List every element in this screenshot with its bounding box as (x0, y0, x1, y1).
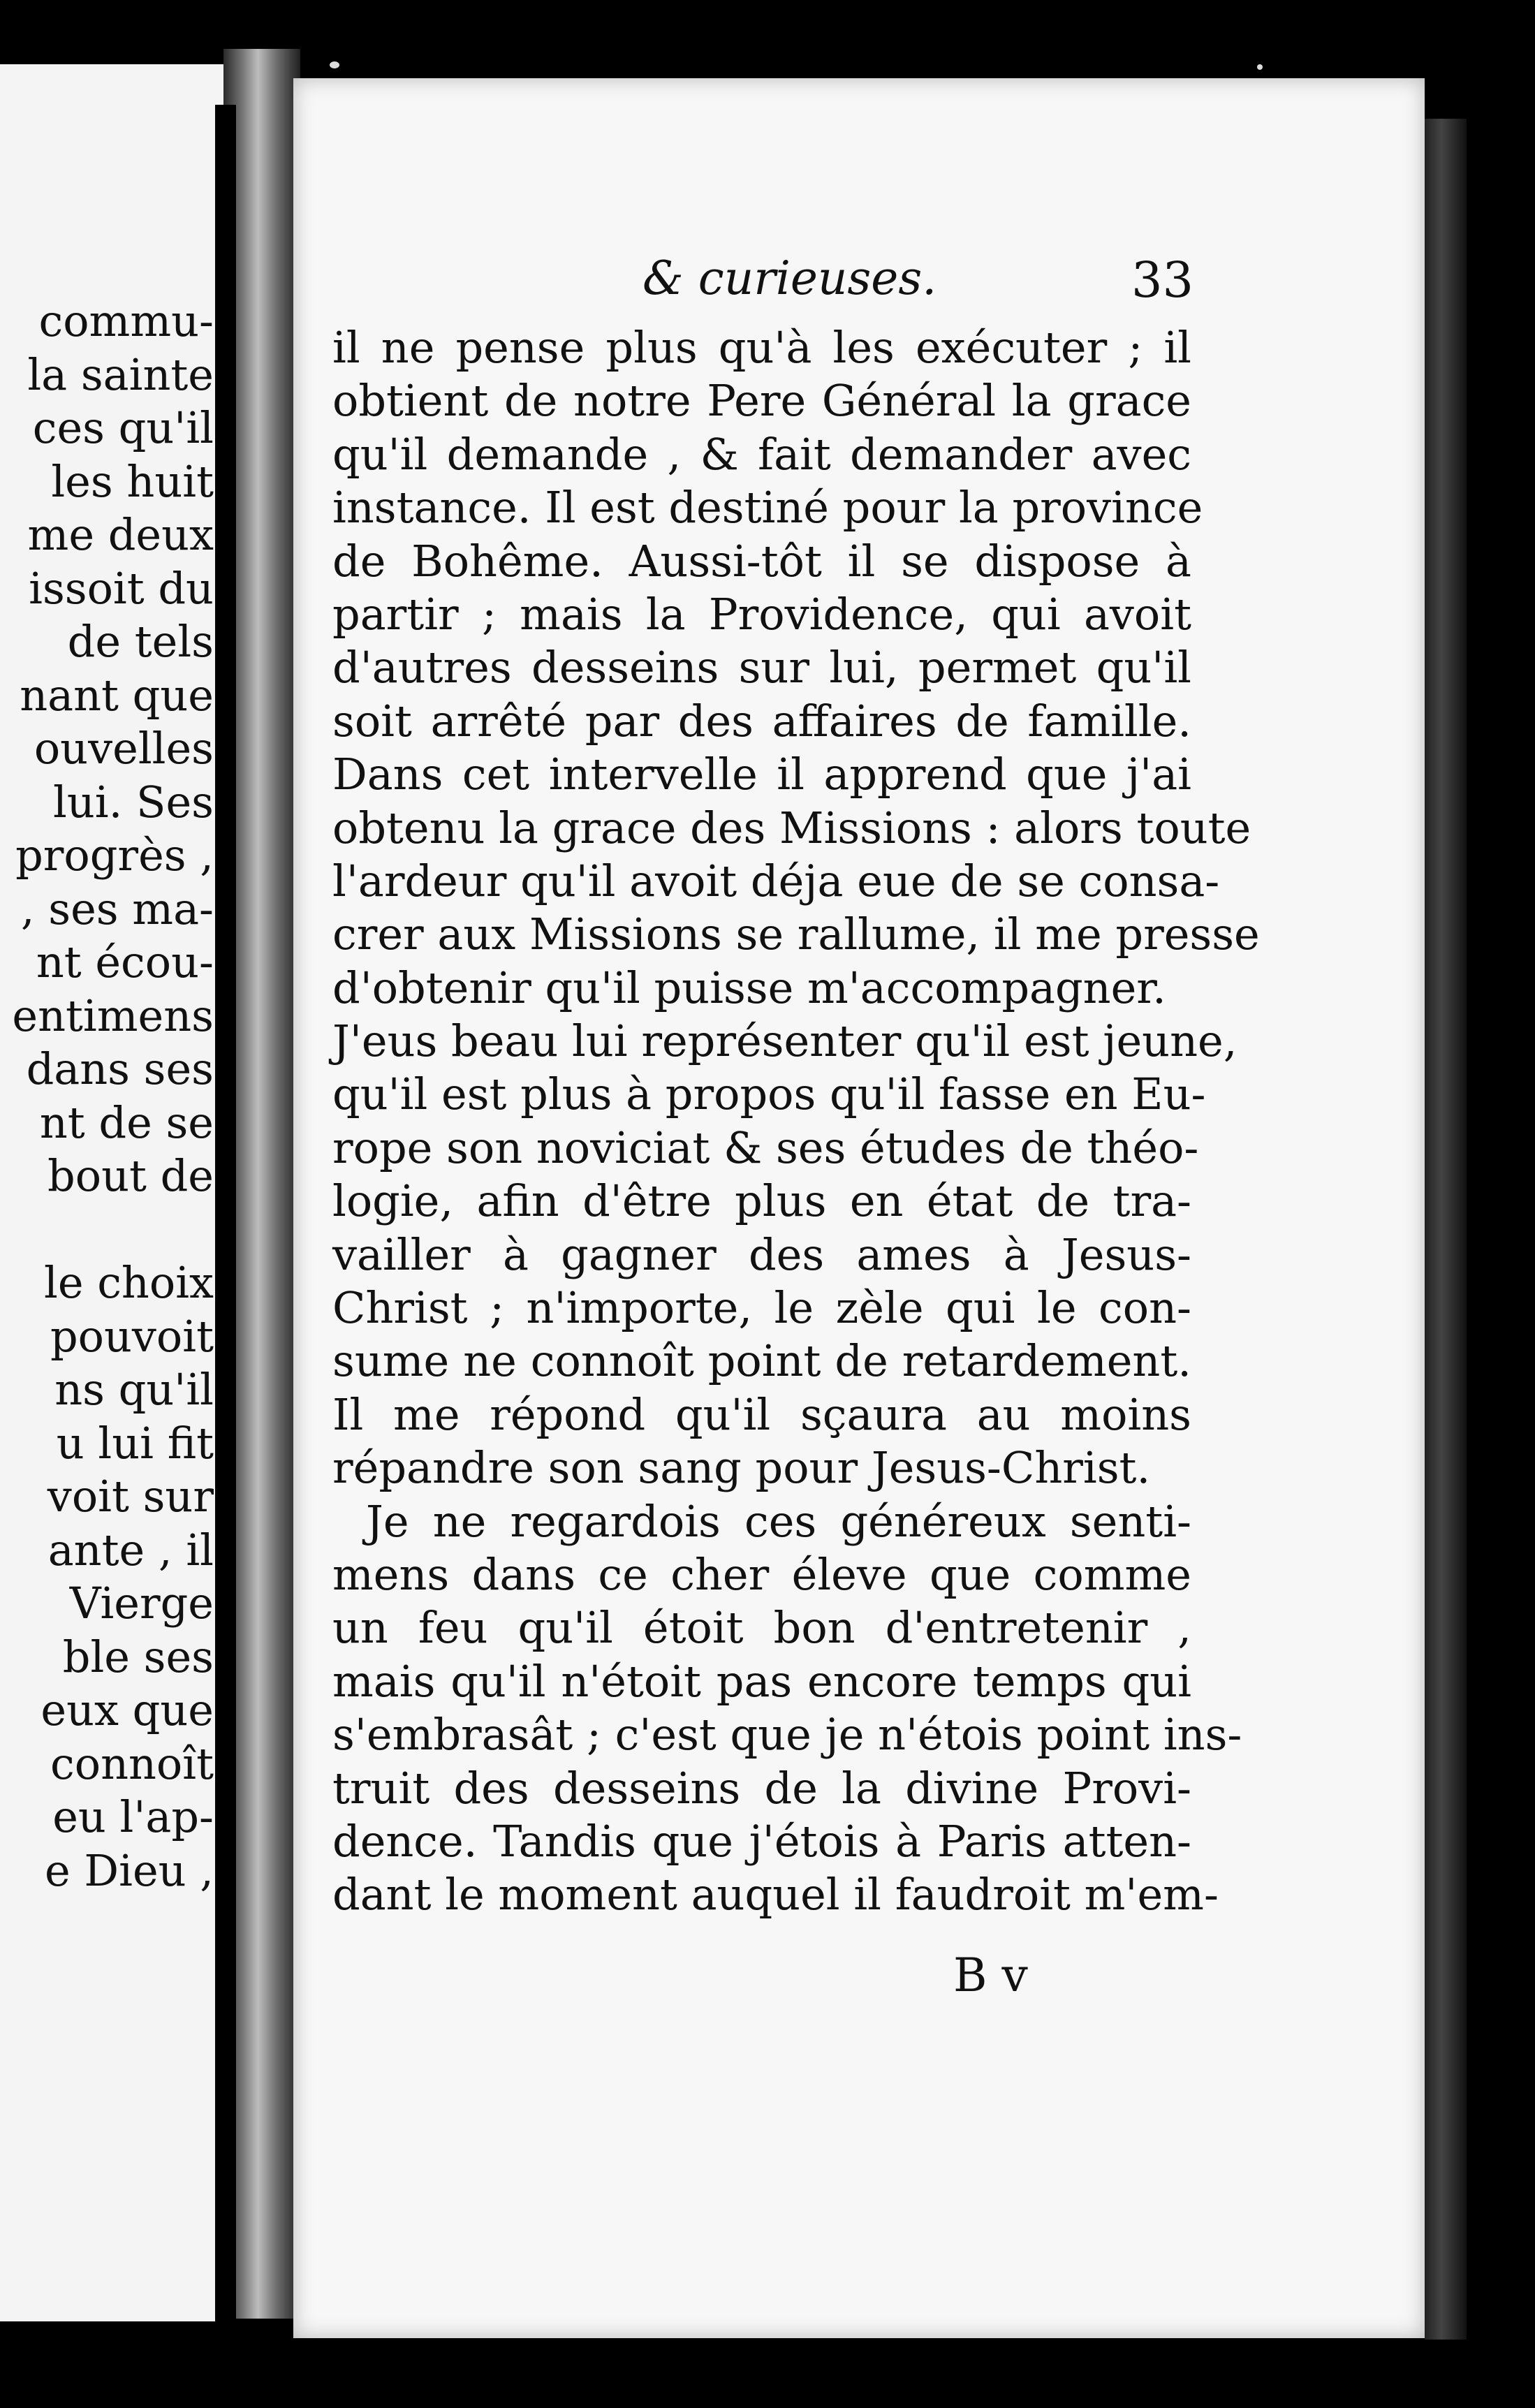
text-line: répandre son sang pour Jesus-Christ. (332, 1442, 1151, 1494)
text-line: sume ne connoît point de retardement. (332, 1335, 1191, 1387)
left-page-line: nt de se (39, 1096, 214, 1148)
dust-speck (1257, 64, 1263, 70)
text-line: qu'il est plus à propos qu'il fasse en Eu- (332, 1069, 1206, 1120)
left-page-line: , ses ma- (20, 883, 214, 934)
text-line: truit des desseins de la divine Provi- (332, 1762, 1191, 1814)
gutter-shadow (215, 105, 236, 2326)
left-page-line (0, 1203, 214, 1257)
left-page-line: u lui fit (56, 1417, 214, 1469)
text-line: Christ ; n'importe, le zèle qui le con- (332, 1282, 1191, 1334)
left-page-line: eu l'ap- (52, 1791, 214, 1842)
text-line: obtient de notre Pere Général la grace (332, 375, 1191, 427)
left-page-line: Vierge (69, 1578, 214, 1629)
signature-mark: B v (953, 1948, 1028, 2002)
dust-speck (330, 61, 339, 68)
left-page-line: me deux (27, 509, 214, 560)
text-line: il ne pense plus qu'à les exécuter ; il (332, 322, 1191, 373)
left-page-line: le choix (43, 1257, 214, 1308)
text-line: crer aux Missions se rallume, il me presse (332, 909, 1260, 960)
left-page-line: ns qu'il (54, 1364, 214, 1415)
running-head: & curieuses. (642, 251, 937, 305)
left-page-fragment (0, 64, 223, 2321)
left-page-line: nant que (20, 669, 214, 721)
text-line: un feu qu'il étoit bon d'entretenir , (332, 1602, 1191, 1654)
text-line: qu'il demande , & fait demander avec (332, 428, 1191, 480)
text-line: vailler à gagner des ames à Jesus- (332, 1228, 1191, 1280)
left-page-line: eux que (41, 1684, 214, 1735)
left-page-line: e Dieu , (45, 1844, 214, 1896)
text-line: J'eus beau lui représenter qu'il est jeune, (332, 1015, 1237, 1067)
text-line: s'embrasât ; c'est que je n'étois point ins- (332, 1709, 1242, 1761)
text-line: l'ardeur qu'il avoit déja eue de se consa- (332, 855, 1220, 906)
left-page-line: de tels (67, 616, 214, 667)
text-line: Je ne regardois ces généreux senti- (366, 1495, 1191, 1547)
text-line: soit arrêté par des affaires de famille. (332, 695, 1191, 747)
left-page-line: pouvoit (50, 1310, 214, 1362)
left-page-line: commu- (38, 295, 214, 346)
text-line: de Bohême. Aussi-tôt il se dispose à (332, 535, 1191, 587)
left-page-line: nt écou- (36, 937, 214, 988)
left-page-line: entimens (12, 990, 214, 1041)
left-page-line: lui. Ses (53, 776, 214, 828)
left-page-line: dans ses (26, 1043, 214, 1094)
page-number: 33 (1131, 251, 1194, 309)
left-page-line: progrès , (15, 830, 214, 881)
left-page-line: voit sur (47, 1471, 214, 1522)
left-page-line: ces qu'il (32, 402, 214, 453)
text-line: partir ; mais la Providence, qui avoit (332, 588, 1191, 640)
text-line: obtenu la grace des Missions : alors toute (332, 802, 1251, 853)
left-page-line: connoît (50, 1738, 214, 1789)
left-page-text (0, 295, 214, 1897)
left-page-line: ouvelles (34, 723, 214, 774)
page-edge-shadow (1425, 119, 1467, 2340)
left-page-line: bout de (47, 1150, 214, 1201)
text-line: Dans cet intervelle il apprend que j'ai (332, 749, 1191, 800)
text-line: instance. Il est destiné pour la province (332, 482, 1203, 534)
left-page-line: issoit du (29, 562, 214, 614)
text-line: dence. Tandis que j'étois à Paris atten- (332, 1815, 1191, 1867)
left-page-line: ante , il (47, 1524, 214, 1576)
text-line: Il me répond qu'il sçaura au moins (332, 1388, 1191, 1440)
left-page-line: la sainte (27, 348, 214, 400)
text-line: mens dans ce cher éleve que comme (332, 1548, 1191, 1600)
text-line: rope son noviciat & ses études de théo- (332, 1122, 1199, 1173)
text-line: d'obtenir qu'il puisse m'accompagner. (332, 962, 1166, 1013)
text-line: mais qu'il n'étoit pas encore temps qui (332, 1655, 1191, 1707)
left-page-line: les huit (51, 455, 214, 507)
text-line: dant le moment auquel il faudroit m'em- (332, 1869, 1219, 1921)
body-text (332, 321, 1260, 1922)
text-line: logie, afin d'être plus en état de tra- (332, 1175, 1191, 1227)
left-page-line: ble ses (62, 1631, 214, 1682)
text-line: d'autres desseins sur lui, permet qu'il (332, 642, 1191, 693)
